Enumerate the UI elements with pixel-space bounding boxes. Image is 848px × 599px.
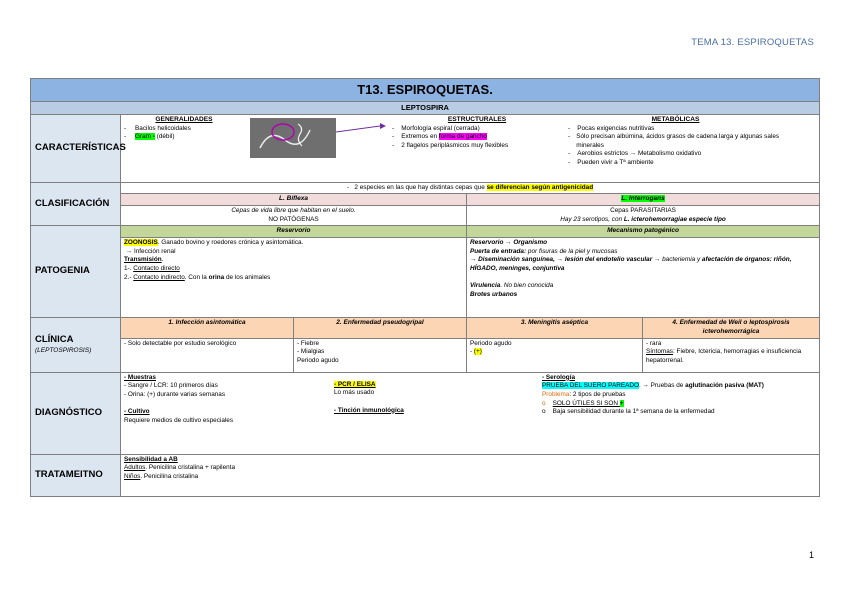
muestras-block: - Muestras - Sangre / LCR: 10 primeros días - Orina: (+) durante varias semanas - Cultivo Requiere medios de cultivo especiales	[124, 373, 234, 424]
biflexa-desc: Cepas de vida libre que habitan en el suelo. NO PATÓGENAS	[121, 206, 467, 226]
arrow-icon	[336, 116, 386, 156]
generalidades-head: GENERALIDADES	[155, 115, 213, 123]
reservorio-head: Reservorio	[121, 226, 467, 238]
row-label-patogenia: PATOGENIA	[31, 226, 121, 318]
clinica-desc-1: - Solo detectable por estudio serológico	[121, 338, 294, 372]
clasificacion-intro: - 2 especies en las que hay distintas cepas que se diferencian según antigenicidad	[121, 182, 820, 194]
clinica-head-2: 2. Enfermedad pseudogripal	[294, 318, 467, 339]
estructurales-block	[392, 116, 562, 168]
diagnostico-cell	[121, 372, 820, 454]
row-label-clinica: CLÍNICA (LEPTOSPIROSIS)	[31, 318, 121, 373]
metabolicas-block	[568, 116, 783, 168]
table-title: T13. ESPIROQUETAS.	[31, 79, 820, 102]
clinica-head-1: 1. Infección asintomática	[121, 318, 294, 339]
biflexa-head: L. Biflexa	[121, 194, 467, 206]
clinica-head-4: 4. Enfermedad de Weil o leptospirosis icterohemorrágica	[643, 318, 820, 339]
interrogans-head: L. Interrogans	[467, 194, 820, 206]
row-label-diagnostico: DIAGNÓSTICO	[31, 372, 121, 454]
caracteristicas-cell	[121, 114, 820, 182]
table-subtitle: LEPTOSPIRA	[31, 101, 820, 114]
tratamiento-cell: Sensibilidad a AB Adultos. Penicilina cristalina + rapilenta Niños. Penicilina cristalina	[121, 454, 820, 496]
pcr-block: - PCR / ELISA Lo más usado - Tinción inmunológica	[334, 380, 404, 414]
list-item: - Aerobios estrictos → Metabolismo oxidativo	[568, 150, 702, 158]
estructurales-head: ESTRUCTURALES	[447, 115, 507, 123]
serologia-block: - Serología PRUEBA DEL SUERO PAREADO. → Pruebas de aglutinación pasiva (MAT) Problema: 2 tipos de pruebas o SOLO ÚTILES SI SON + o Baja sensibilidad durante la 1ª semana de la enfermedad	[542, 373, 764, 416]
clinica-head-3: 3. Meningitis aséptica	[467, 318, 643, 339]
list-item: - Pueden vivir a Tª ambiente	[568, 159, 654, 167]
list-item: - Gram - (débil)	[124, 133, 175, 141]
list-item: - 2 flagelos periplásmicos muy flexibles	[392, 141, 509, 149]
reservorio-desc: ZOONOSIS. Ganado bovino y roedores crónica y asintomática. → Infección renal Transmisión. 1-. Contacto directo 2.- Contacto indirecto. Con la orina de los animales	[121, 238, 467, 318]
metabolicas-head: METABÓLICAS	[651, 115, 700, 123]
generalidades-block	[124, 116, 244, 168]
list-item: - Pocas exigencias nutritivas	[568, 124, 655, 132]
row-label-tratamiento: TRATAMEITNO	[31, 454, 121, 496]
list-item: - Sólo precisan albúmina, ácidos grasos de cadena larga y algunas sales minerales	[568, 133, 780, 149]
list-item: - Morfología espiral (cerrada)	[392, 124, 480, 132]
clinica-desc-3: Periodo agudo - (+)	[467, 338, 643, 372]
page-number: 1	[808, 550, 814, 560]
summary-table	[30, 78, 820, 497]
list-item: - Bacilos helicoidales	[124, 124, 191, 132]
row-label-caracteristicas: CARACTERÍSTICAS	[31, 114, 121, 182]
clinica-desc-4: - rara Síntomas: Fiebre, Ictericia, hemorragias e insuficiencia hepatorrenal.	[643, 338, 820, 372]
spirochete-microscopy-image	[250, 118, 336, 158]
mecanismo-head: Mecanismo patogénico	[467, 226, 820, 238]
clinica-desc-2: - Fiebre - Mialgias Periodo agudo	[294, 338, 467, 372]
interrogans-desc: Cepas PARASITARIAS Hay 23 serotipos, con L. icterohemorragiae especie tipo	[467, 206, 820, 226]
mecanismo-desc: Reservorio → Organismo Puerta de entrada: por fisuras de la piel y mucosas → Diseminación sanguínea, → lesión del endotelio vascular → bacteriemia y afectación de órganos: riñón, HÍGADO, meninges, conjuntiva Virulencia. No bien conocida Brotes urbanos	[467, 238, 820, 318]
row-label-clasificacion: CLASIFICACIÓN	[31, 182, 121, 226]
document-header: TEMA 13. ESPIROQUETAS	[691, 37, 814, 48]
list-item: - Extremos en forma de gancho	[392, 133, 487, 141]
